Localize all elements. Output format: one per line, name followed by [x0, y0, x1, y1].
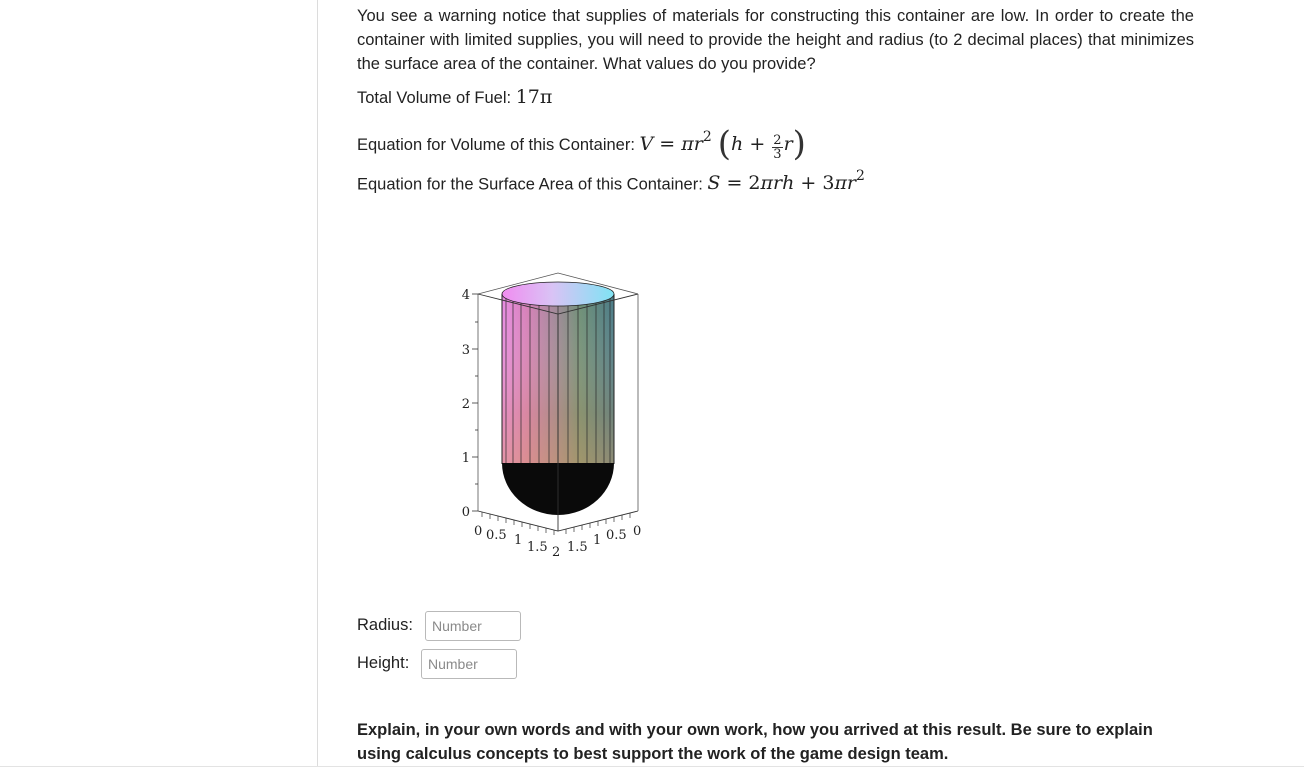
z-tick-label: 0	[461, 505, 470, 520]
radius-input[interactable]	[425, 611, 521, 641]
x-tick-label: 0.5	[486, 528, 507, 543]
z-tick-label: 2	[461, 397, 470, 412]
radius-label: Radius:	[357, 616, 413, 634]
x-tick-label: 2	[552, 545, 561, 560]
container-3d-plot	[448, 265, 658, 560]
y-tick-label: 1.5	[567, 540, 588, 555]
z-tick-label: 3	[461, 343, 470, 358]
surface-equation-label: Equation for the Surface Area of this Container:	[357, 175, 703, 194]
total-volume-label: Total Volume of Fuel:	[357, 89, 512, 107]
y-tick-label: 1	[593, 533, 602, 548]
x-tick-label: 1	[514, 533, 523, 548]
y-tick-label: 0	[633, 524, 642, 539]
question-prompt: You see a warning notice that supplies of materials for constructing this container are low. In order to create the container with limited supplies, you will need to provide the height and radius (to 2 decimal places) that minimizes the surface area of the container. What values do you provide?	[357, 7, 1194, 73]
divider	[0, 766, 1304, 767]
x-tick-label: 0	[474, 524, 483, 539]
z-tick-label: 4	[461, 288, 470, 303]
total-volume-value: 17π	[515, 86, 553, 108]
x-tick-label: 1.5	[527, 540, 548, 555]
y-tick-label: 0.5	[606, 528, 627, 543]
volume-equation: $V = \pi r^2$ (h + $\frac{2}{3}$ r)	[639, 124, 806, 164]
surface-equation: $S = 2\pi rh + 3\pi r^2$	[707, 168, 865, 195]
height-label: Height:	[357, 654, 410, 672]
total-volume-line	[357, 86, 552, 108]
surface-equation-line	[357, 170, 865, 194]
explain-instructions: Explain, in your own words and with your own work, how you arrived at this result. Be sure to explain using calculus concepts to best support the work of the game design team.	[357, 721, 1153, 763]
volume-equation-line	[357, 124, 806, 164]
left-panel	[0, 0, 318, 766]
container-top-cap	[502, 282, 614, 306]
z-tick-label: 1	[461, 451, 470, 466]
height-input[interactable]	[421, 649, 517, 679]
z-axis-ticks	[472, 294, 478, 511]
volume-equation-label: Equation for Volume of this Container:	[357, 136, 635, 154]
